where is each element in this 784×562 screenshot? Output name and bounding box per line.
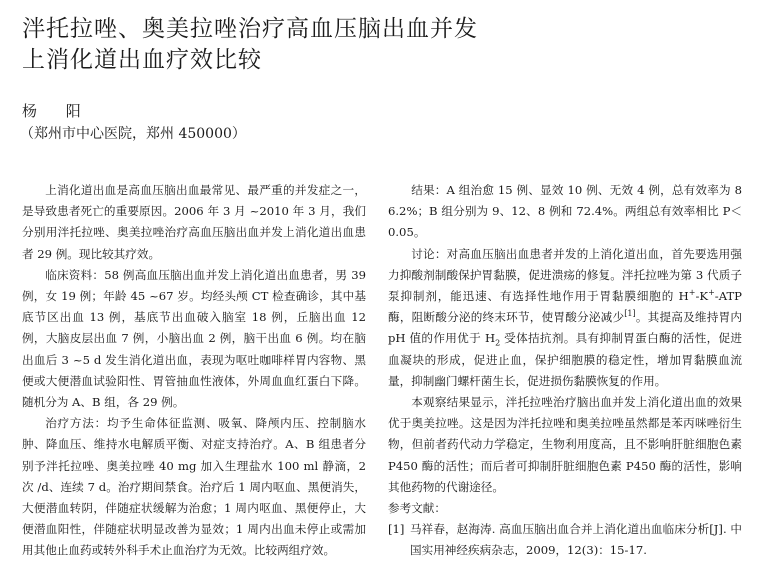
clinical-data-paragraph: 临床资料：58 例高血压脑出血并发上消化道出血患者，男 39 例，女 19 例；年龄 45 ~67 岁。均经头颅 CT 检查确诊，其中基底节区出血 13 例，基底节出血破入脑室 18 例，丘脑出血 12 例，大脑皮层出血 7 例，小脑出血 2 例，脑干出血 6 例。均在脑出血后 3 ~5 d 发生消化道出血，表现为呕吐咖啡样胃内容物、黑便或大便潜血试验阳性、胃管抽血性液体，外周血血红蛋白下降。随机分为 A、B 组，各 29 例。: [22, 267, 366, 410]
discussion-text-a: 讨论：对高血压脑出血患者并发的上消化道出血，首先要选用强力抑酸剂制酸保护胃黏膜，促进溃疡的修复。泮托拉唑为第 3 代质子泵抑制剂，能迅速、有选择性地作用于胃黏膜细胞的 H: [388, 246, 742, 304]
right-column: [388, 180, 742, 562]
intro-paragraph: 上消化道出血是高血压脑出血最常见、最严重的并发症之一，是导致患者死亡的重要原因。2006 年 3 月 ~2010 年 3 月，我们分别用泮托拉唑、奥美拉唑治疗高血压脑出血并发上消化道出血患者 29 例。现比较其疗效。: [22, 183, 366, 261]
article-title: [22, 14, 478, 76]
discussion-text-c: -ATP 酶，阻断酸分泌的终末环节，使胃酸分泌减少: [388, 289, 742, 325]
proton-superscript-2: +: [708, 288, 715, 298]
reference-text: 马祥春，赵海涛. 高血压脑出血合并上消化道出血临床分析[J]. 中国实用神经疾病杂志，2009，12(3)：15-17.: [410, 522, 742, 558]
author-affiliation: （郑州市中心医院，郑州 450000）: [20, 126, 246, 142]
reference-item: [388, 519, 742, 561]
discussion-text-b: -K: [695, 289, 709, 304]
treatment-method-paragraph: 治疗方法：均予生命体征监测、吸氧、降颅内压、控制脑水肿、降血压、维持水电解质平衡、对症支持治疗。A、B 组患者分别予泮托拉唑、奥美拉唑 40 mg 加入生理盐水 100 ml 静滴，2 次 /d、连续 7 d。治疗期间禁食。治疗后 1 周内呕血、黑便消失，大便潜血转阴，伴随症状缓解为治愈；1 周内呕血、黑便停止，大便潜血阳性，伴随症状明显改善为显效；1 周内出血未停止或需加用其他止血药或转外科手术止血治疗为无效。比较两组疗效。: [22, 416, 366, 558]
author-name: 杨 阳: [22, 102, 93, 120]
reference-number: [1]: [388, 522, 405, 537]
proton-superscript-1: +: [688, 288, 696, 298]
left-column: [22, 180, 366, 562]
discussion-paragraph: [388, 244, 742, 392]
discussion-text-d: 。其提高及维持胃内 pH 值的作用优于 H: [388, 310, 742, 346]
citation-marker: [1]: [624, 309, 636, 319]
h2-subscript: 2: [495, 338, 501, 348]
results-paragraph: 结果：A 组治愈 15 例、显效 10 例、无效 4 例，总有效率为 86.2%；B 组分别为 9、12、8 例和 72.4%。两组总有效率相比 P＜0.05。: [388, 183, 742, 240]
title-line-1: 泮托拉唑、奥美拉唑治疗高血压脑出血并发: [22, 16, 478, 42]
title-line-2: 上消化道出血疗效比较: [22, 47, 262, 73]
discussion-text-e: 受体拮抗剂。具有抑制胃蛋白酶的活性，促进血凝块的形成，促进止血，保护细胞膜的稳定性，增加胃黏膜血流量，抑制幽门螺杆菌生长，促进损伤黏膜恢复的作用。: [388, 331, 743, 388]
references-heading: 参考文献：: [388, 501, 446, 516]
conclusion-paragraph: 本观察结果显示，泮托拉唑治疗脑出血并发上消化道出血的效果优于奥美拉唑。这是因为泮托拉唑和奥美拉唑虽然都是苯丙咪唑衍生物，但前者药代动力学稳定，生物利用度高，且不影响肝脏细胞色素 P450 酶的活性；而后者可抑制肝脏细胞色素 P450 酶的活性，影响其他药物的代谢途径。: [388, 395, 742, 494]
